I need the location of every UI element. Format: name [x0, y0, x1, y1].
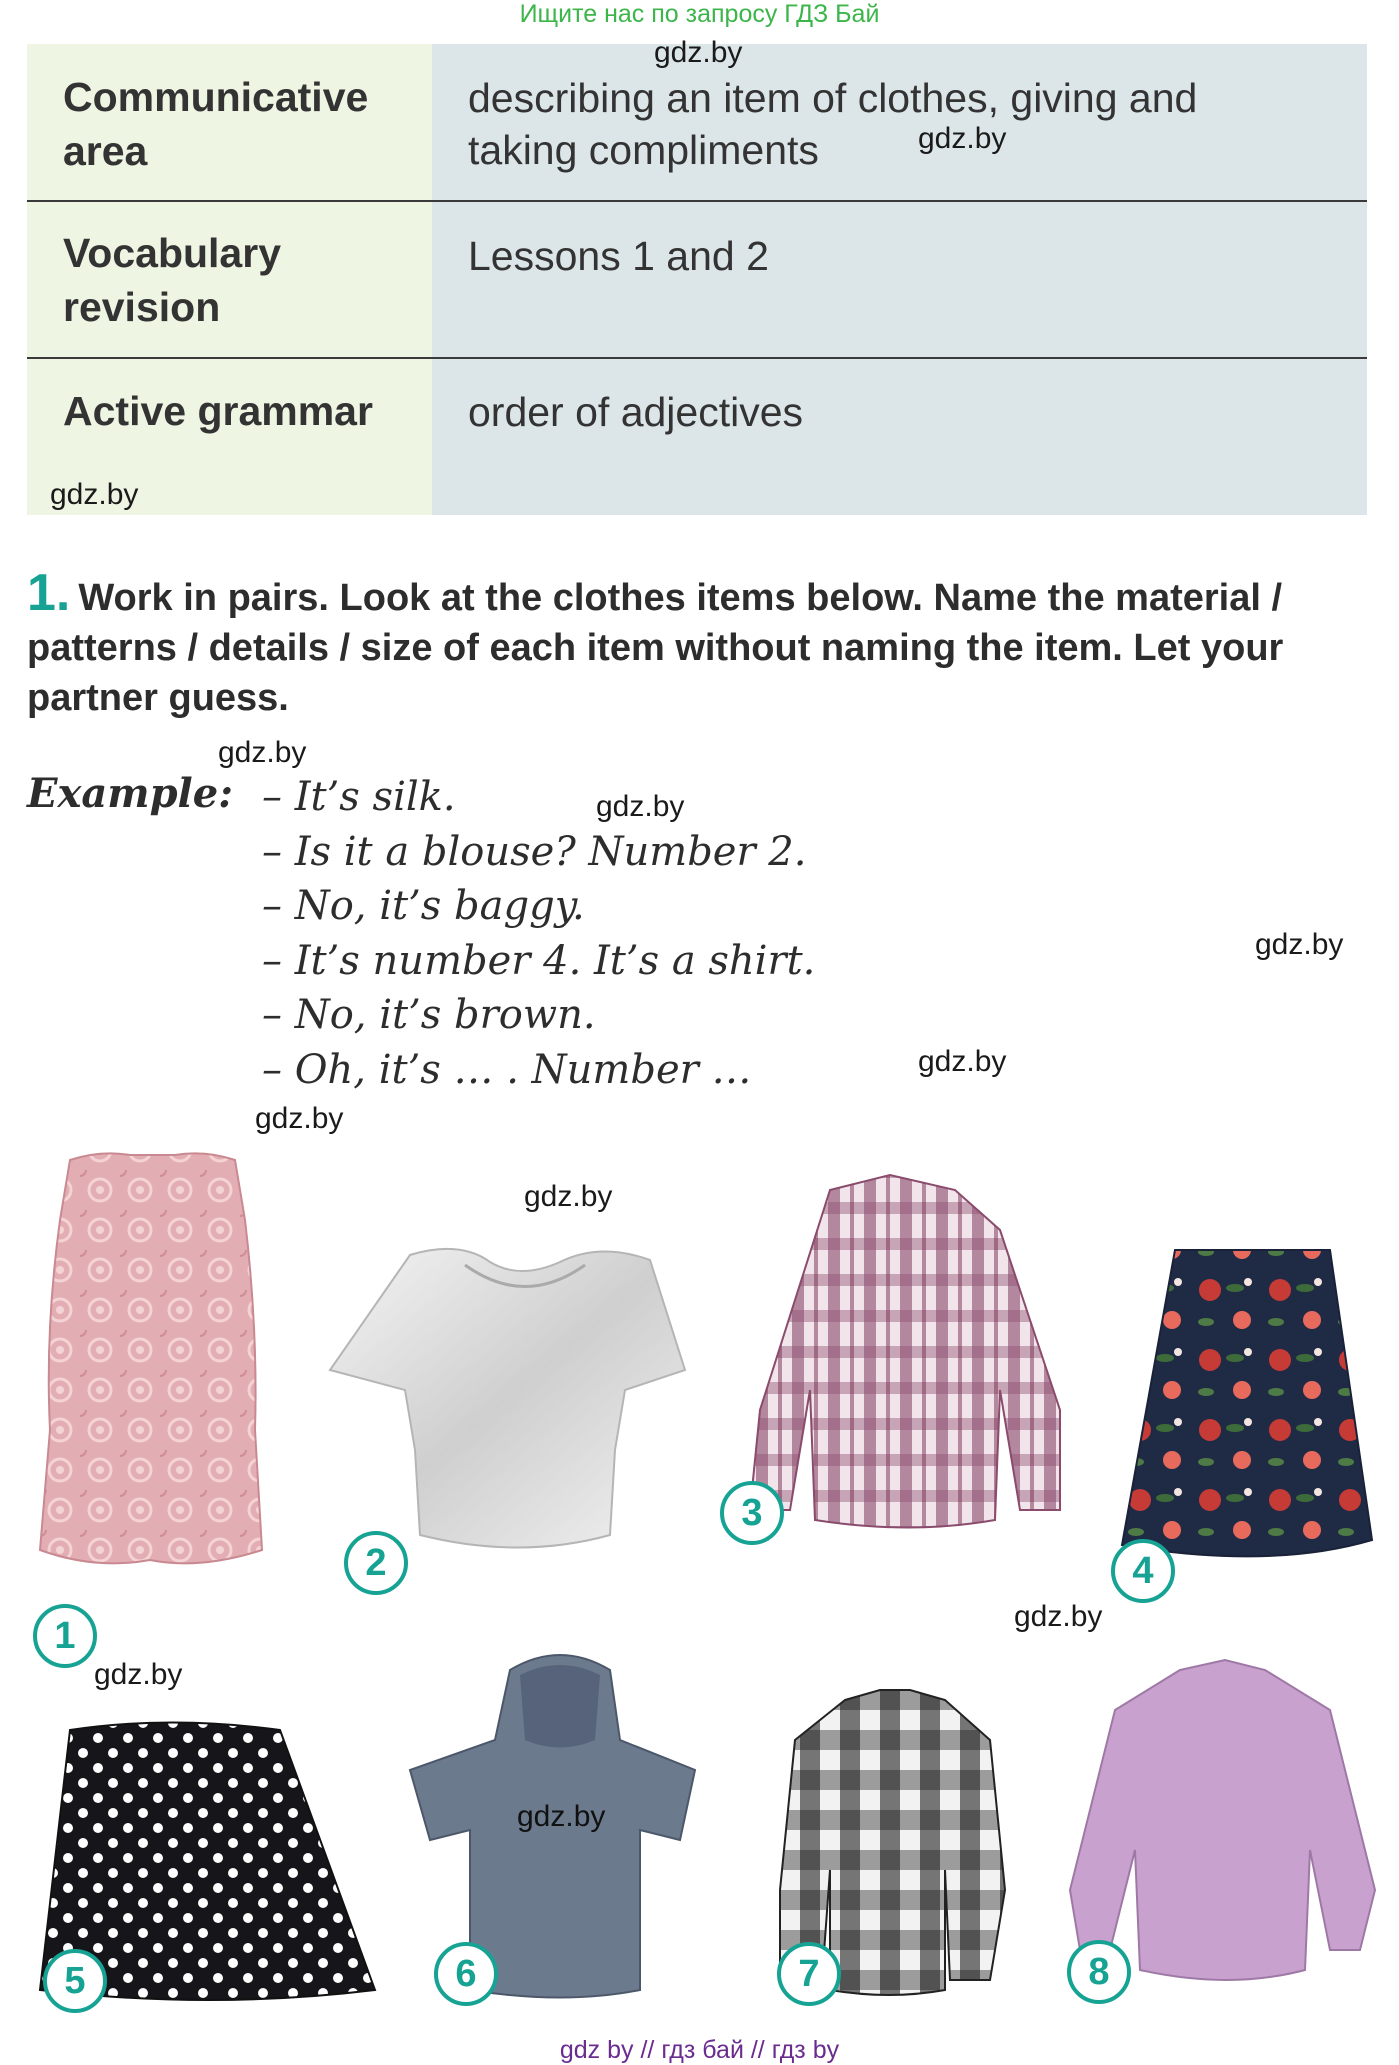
example-line: – Is it a blouse? Number 2.	[262, 828, 807, 875]
item-number-badge: 6	[434, 1942, 498, 2006]
watermark: gdz.by	[524, 1180, 613, 1213]
watermark: gdz.by	[918, 1045, 1007, 1078]
silk-blouse-icon	[330, 1249, 685, 1548]
clothes-illustrations	[0, 1130, 1399, 2010]
task-number: 1.	[27, 564, 71, 622]
watermark: gdz.by	[218, 736, 307, 769]
watermark: gdz.by	[50, 478, 139, 511]
task-instruction	[27, 564, 1367, 723]
item-number-badge: 3	[720, 1481, 784, 1545]
linen-shirt-icon	[1070, 1660, 1375, 1980]
item-number-badge: 1	[33, 1604, 97, 1668]
watermark: gdz.by	[1014, 1600, 1103, 1633]
item-number-badge: 5	[43, 1949, 107, 2013]
table-value-grammar: order of adjectives	[468, 389, 804, 435]
example-line: – No, it’s baggy.	[262, 883, 585, 929]
item-number-badge: 4	[1111, 1539, 1175, 1603]
table-label-communicative: Communicative area	[63, 74, 369, 174]
top-banner[interactable]: Ищите нас по запросу ГДЗ Бай	[519, 0, 880, 28]
watermark: gdz.by	[654, 36, 743, 69]
example-line: – Oh, it’s … . Number …	[262, 1046, 752, 1093]
table-label-vocabulary: Vocabulary revision	[63, 230, 281, 330]
checked-shirt-icon	[750, 1175, 1060, 1528]
item-number-badge: 7	[777, 1942, 841, 2006]
table-label-grammar: Active grammar	[63, 388, 373, 434]
example-line: – It’s silk.	[262, 774, 456, 820]
footer-links[interactable]: gdz by // гдз бай // гдз by	[559, 2036, 840, 2064]
example-line: – It’s number 4. It’s a shirt.	[262, 937, 816, 984]
task-text: Work in pairs. Look at the clothes items below. Name the material / patterns / details / size of each item without naming the item. Let your partner guess.	[27, 577, 1284, 719]
table-divider	[27, 200, 1367, 202]
example-label: Example:	[27, 770, 233, 817]
watermark: gdz.by	[517, 1800, 606, 1833]
example-dialogue	[262, 770, 815, 1097]
watermark: gdz.by	[918, 122, 1007, 155]
watermark: gdz.by	[94, 1658, 183, 1691]
watermark: gdz.by	[255, 1102, 344, 1135]
item-number-badge: 8	[1067, 1940, 1131, 2004]
table-value-communicative: describing an item of clothes, giving and taking compliments	[468, 75, 1198, 173]
info-table	[27, 44, 1367, 515]
item-number-badge: 2	[344, 1531, 408, 1595]
lace-top-icon	[40, 1153, 262, 1563]
watermark: gdz.by	[1255, 928, 1344, 961]
watermark: gdz.by	[596, 790, 685, 823]
table-value-vocabulary: Lessons 1 and 2	[468, 233, 769, 279]
floral-skirt-icon	[1122, 1250, 1372, 1556]
table-divider	[27, 357, 1367, 359]
example-line: – No, it’s brown.	[262, 992, 596, 1038]
